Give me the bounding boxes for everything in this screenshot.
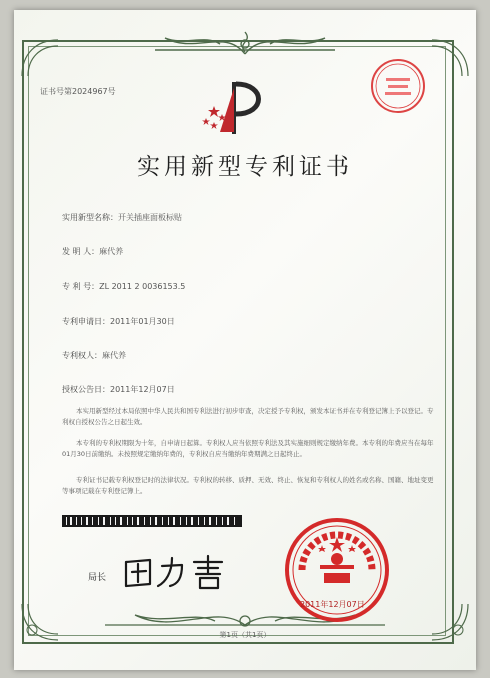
patent-office-logo-icon (200, 78, 272, 138)
director-signature (120, 552, 230, 592)
barcode-icon (62, 515, 242, 527)
inventor-value: 麻代养 (99, 247, 124, 256)
grant-date-value: 2011年12月07日 (110, 385, 175, 394)
patent-owner-row (62, 350, 126, 361)
utility-model-name-label: 实用新型名称： (62, 213, 118, 222)
utility-model-name-row (62, 212, 182, 223)
body-paragraph-1: 本实用新型经过本局依照中华人民共和国专利法进行初步审查，决定授予专利权，颁发本证书并在专利登记簿上予以登记。专利权自授权公告之日起生效。 (62, 407, 434, 426)
inventor-label: 发 明 人： (62, 247, 100, 256)
page-number: 第1页（共1页） (219, 631, 271, 639)
filing-date-value: 2011年01月30日 (110, 317, 175, 326)
top-ornament (145, 24, 345, 60)
grant-date-label: 授权公告日： (62, 385, 110, 394)
grant-date-row (62, 384, 175, 395)
certificate-title: 实用新型专利证书 (137, 154, 353, 180)
body-paragraph-2: 本专利的专利权期限为十年，自申请日起算。专利权人应当依照专利法及其实施细则规定缴纳年费。本专利的年费应当在每年01月30日前缴纳。未按照规定缴纳年费的，专利权自应当缴纳年费期满之日起终止。 (62, 439, 434, 458)
seal-date: 2011年12月07日 (300, 600, 365, 609)
utility-model-name-value: 开关插座面板标贴 (118, 213, 182, 222)
top-stamp-icon (368, 56, 428, 116)
certificate-number: 证书号第2024967号 (40, 87, 116, 96)
inventor-row (62, 246, 123, 257)
filing-date-label: 专利申请日： (62, 317, 110, 326)
body-paragraph-3: 专利证书记载专利权登记时的法律状况。专利权的转移、质押、无效、终止、恢复和专利权人的姓名或名称、国籍、地址变更等事项记载在专利登记簿上。 (62, 476, 434, 495)
patent-number-row (62, 281, 185, 292)
corner-ornament-top-left (18, 36, 62, 80)
patent-owner-label: 专利权人： (62, 351, 102, 360)
corner-ornament-top-right (428, 36, 472, 80)
filing-date-row (62, 316, 175, 327)
patent-number-value: ZL 2011 2 0036153.5 (99, 282, 186, 291)
patent-number-label: 专 利 号： (62, 282, 100, 291)
patent-owner-value: 麻代养 (102, 351, 126, 360)
director-label: 局长 (88, 573, 107, 583)
